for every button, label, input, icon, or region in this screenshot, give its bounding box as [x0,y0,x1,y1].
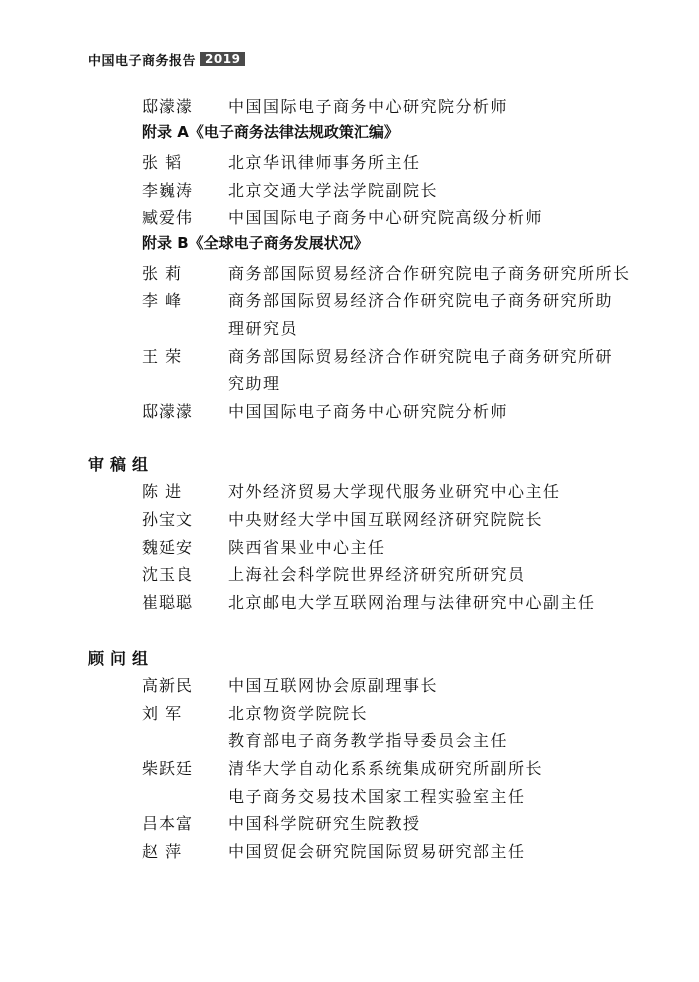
member-title: 中国国际电子商务中心研究院分析师 [228,97,509,116]
member-title: 北京交通大学法学院副院长 [228,181,439,200]
member-name: 张 莉 [142,264,183,283]
member-title: 上海社会科学院世界经济研究所研究员 [228,565,526,584]
member-name: 臧爱伟 [142,208,194,227]
member-title-continued: 教育部电子商务教学指导委员会主任 [228,731,509,750]
member-title: 中央财经大学中国互联网经济研究院院长 [228,510,544,529]
running-header [88,50,245,68]
member-name: 王 荣 [142,347,183,366]
member-title-continued: 电子商务交易技术国家工程实验室主任 [228,787,526,806]
header-year-badge: 2019 [200,52,245,66]
member-name: 崔聪聪 [142,593,194,612]
member-title: 中国国际电子商务中心研究院高级分析师 [228,208,544,227]
member-name: 刘 军 [142,704,183,723]
review-group-heading: 审稿组 [88,455,155,474]
member-name: 孙宝文 [142,510,194,529]
member-name: 陈 进 [142,482,183,501]
member-name: 高新民 [142,676,194,695]
member-name: 柴跃廷 [142,759,194,778]
member-title: 商务部国际贸易经济合作研究院电子商务研究所助 [228,291,614,310]
member-name: 李巍涛 [142,181,194,200]
member-title: 商务部国际贸易经济合作研究院电子商务研究所研 [228,347,614,366]
member-title: 对外经济贸易大学现代服务业研究中心主任 [228,482,561,501]
member-title: 中国互联网协会原副理事长 [228,676,439,695]
member-name: 赵 萍 [142,842,183,861]
appendix-b-heading: 附录 B《全球电子商务发展状况》 [142,234,369,252]
member-name: 吕本富 [142,814,194,833]
member-title: 中国科学院研究生院教授 [228,814,421,833]
member-name: 李 峰 [142,291,183,310]
member-title: 北京华讯律师事务所主任 [228,153,421,172]
appendix-a-heading: 附录 A《电子商务法律法规政策汇编》 [142,123,399,141]
member-title: 商务部国际贸易经济合作研究院电子商务研究所所长 [228,264,631,283]
member-title: 中国国际电子商务中心研究院分析师 [228,402,509,421]
member-title: 陕西省果业中心主任 [228,538,386,557]
member-title: 中国贸促会研究院国际贸易研究部主任 [228,842,526,861]
member-name: 邸濛濛 [142,97,194,116]
member-title-continued: 理研究员 [228,319,299,338]
member-name: 邸濛濛 [142,402,194,421]
header-title: 中国电子商务报告 [88,53,197,69]
member-name: 魏延安 [142,538,194,557]
member-title-continued: 究助理 [228,374,281,393]
member-name: 沈玉良 [142,565,194,584]
member-name: 张 韬 [142,153,183,172]
member-title: 清华大学自动化系系统集成研究所副所长 [228,759,544,778]
member-title: 北京物资学院院长 [228,704,369,723]
member-title: 北京邮电大学互联网治理与法律研究中心副主任 [228,593,596,612]
advisor-group-heading: 顾问组 [88,649,155,668]
